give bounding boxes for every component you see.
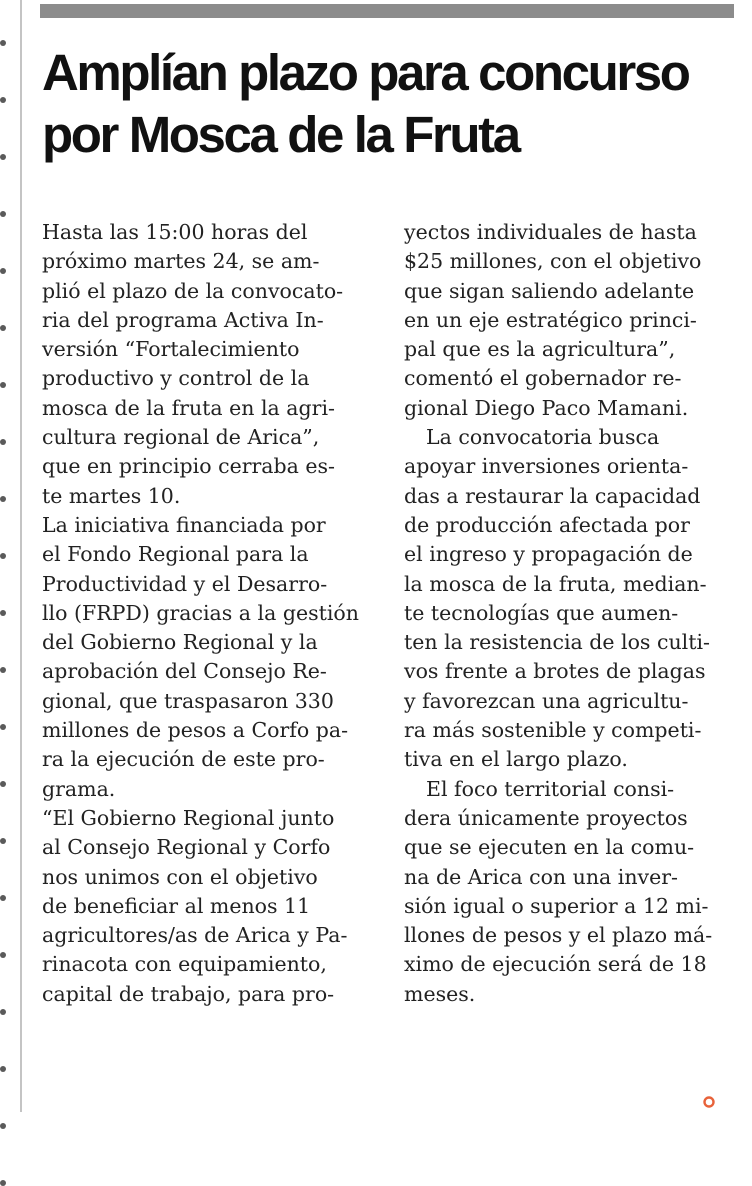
section-top-bar xyxy=(40,4,734,18)
text-line: nos unimos con el objetivo xyxy=(42,864,318,889)
text-line: yectos individuales de hasta xyxy=(404,220,697,244)
text-line: apoyar inversiones orienta- xyxy=(404,454,689,479)
text-line: ra más sostenible y competi- xyxy=(404,718,702,743)
text-line: plió el plazo de la convocato- xyxy=(42,278,344,303)
text-line: tiva en el largo plazo. xyxy=(404,747,628,772)
text-line: el Fondo Regional para la xyxy=(42,542,309,567)
text-line: vos frente a brotes de plagas xyxy=(404,659,706,684)
text-line: ten la resistencia de los culti- xyxy=(404,630,710,655)
text-line: La convocatoria busca xyxy=(426,425,660,450)
text-line: das a restaurar la capacidad xyxy=(404,483,701,508)
text-line: y favorezcan una agricultu- xyxy=(404,688,689,713)
text-line: gional, que traspasaron 330 xyxy=(42,688,334,713)
headline-line: por Mosca de la Fruta xyxy=(42,106,519,163)
text-line: rinacota con equipamiento, xyxy=(42,952,327,977)
text-line: mosca de la fruta en la agri- xyxy=(42,395,335,420)
end-of-article-icon xyxy=(703,1096,715,1108)
text-line: “El Gobierno Regional junto xyxy=(42,805,335,830)
headline-line: Amplían plazo para concurso xyxy=(42,44,689,101)
text-line: la mosca de la fruta, median- xyxy=(404,571,707,596)
article-headline xyxy=(42,42,742,166)
text-line: grama. xyxy=(42,776,116,801)
article-column-left xyxy=(42,218,372,1009)
text-line: millones de pesos a Corfo pa- xyxy=(42,718,349,743)
text-line: capital de trabajo, para pro- xyxy=(42,981,335,1006)
text-line: pal que es la agricultura”, xyxy=(404,337,676,362)
text-line: productivo y control de la xyxy=(42,366,310,391)
text-line: na de Arica con una inver- xyxy=(404,864,678,889)
text-line: dera únicamente proyectos xyxy=(404,805,688,830)
text-line: ximo de ejecución será de 18 xyxy=(404,952,707,977)
text-line: Productividad y el Desarro- xyxy=(42,571,328,596)
text-line: ria del programa Activa In- xyxy=(42,307,324,332)
text-line: versión “Fortalecimiento xyxy=(42,337,300,362)
text-line: que se ejecuten en la comu- xyxy=(404,835,695,860)
text-line: te tecnologías que aumen- xyxy=(404,600,679,625)
text-line: sión igual o superior a 12 mi- xyxy=(404,893,709,918)
text-line: ra la ejecución de este pro- xyxy=(42,747,325,772)
text-line: La iniciativa financiada por xyxy=(42,512,326,537)
text-line: El foco territorial consi- xyxy=(426,776,675,801)
text-line: que sigan saliendo adelante xyxy=(404,278,695,303)
text-line: llo (FRPD) gracias a la gestión xyxy=(42,600,359,625)
text-line: del Gobierno Regional y la xyxy=(42,630,318,655)
page-edge-dots xyxy=(0,40,8,1100)
text-line: en un eje estratégico princi- xyxy=(404,307,697,332)
text-line: de beneficiar al menos 11 xyxy=(42,893,311,918)
text-line: llones de pesos y el plazo má- xyxy=(404,923,713,948)
text-line: próximo martes 24, se am- xyxy=(42,249,320,274)
text-line: al Consejo Regional y Corfo xyxy=(42,835,331,860)
text-line: meses. xyxy=(404,981,476,1006)
text-line: cultura regional de Arica”, xyxy=(42,425,320,450)
text-line: el ingreso y propagación de xyxy=(404,542,693,567)
column-divider-rule xyxy=(20,0,22,1112)
text-line: comentó el gobernador re- xyxy=(404,366,682,391)
text-line: de producción afectada por xyxy=(404,512,690,537)
text-line: agricultores/as de Arica y Pa- xyxy=(42,923,348,948)
text-line: $25 millones, con el objetivo xyxy=(404,249,702,274)
text-line: aprobación del Consejo Re- xyxy=(42,659,327,684)
text-line: Hasta las 15:00 horas del xyxy=(42,220,308,244)
text-line: gional Diego Paco Mamani. xyxy=(404,395,689,420)
text-line: te martes 10. xyxy=(42,483,181,508)
article-column-right xyxy=(404,218,740,1009)
text-line: que en principio cerraba es- xyxy=(42,454,335,479)
